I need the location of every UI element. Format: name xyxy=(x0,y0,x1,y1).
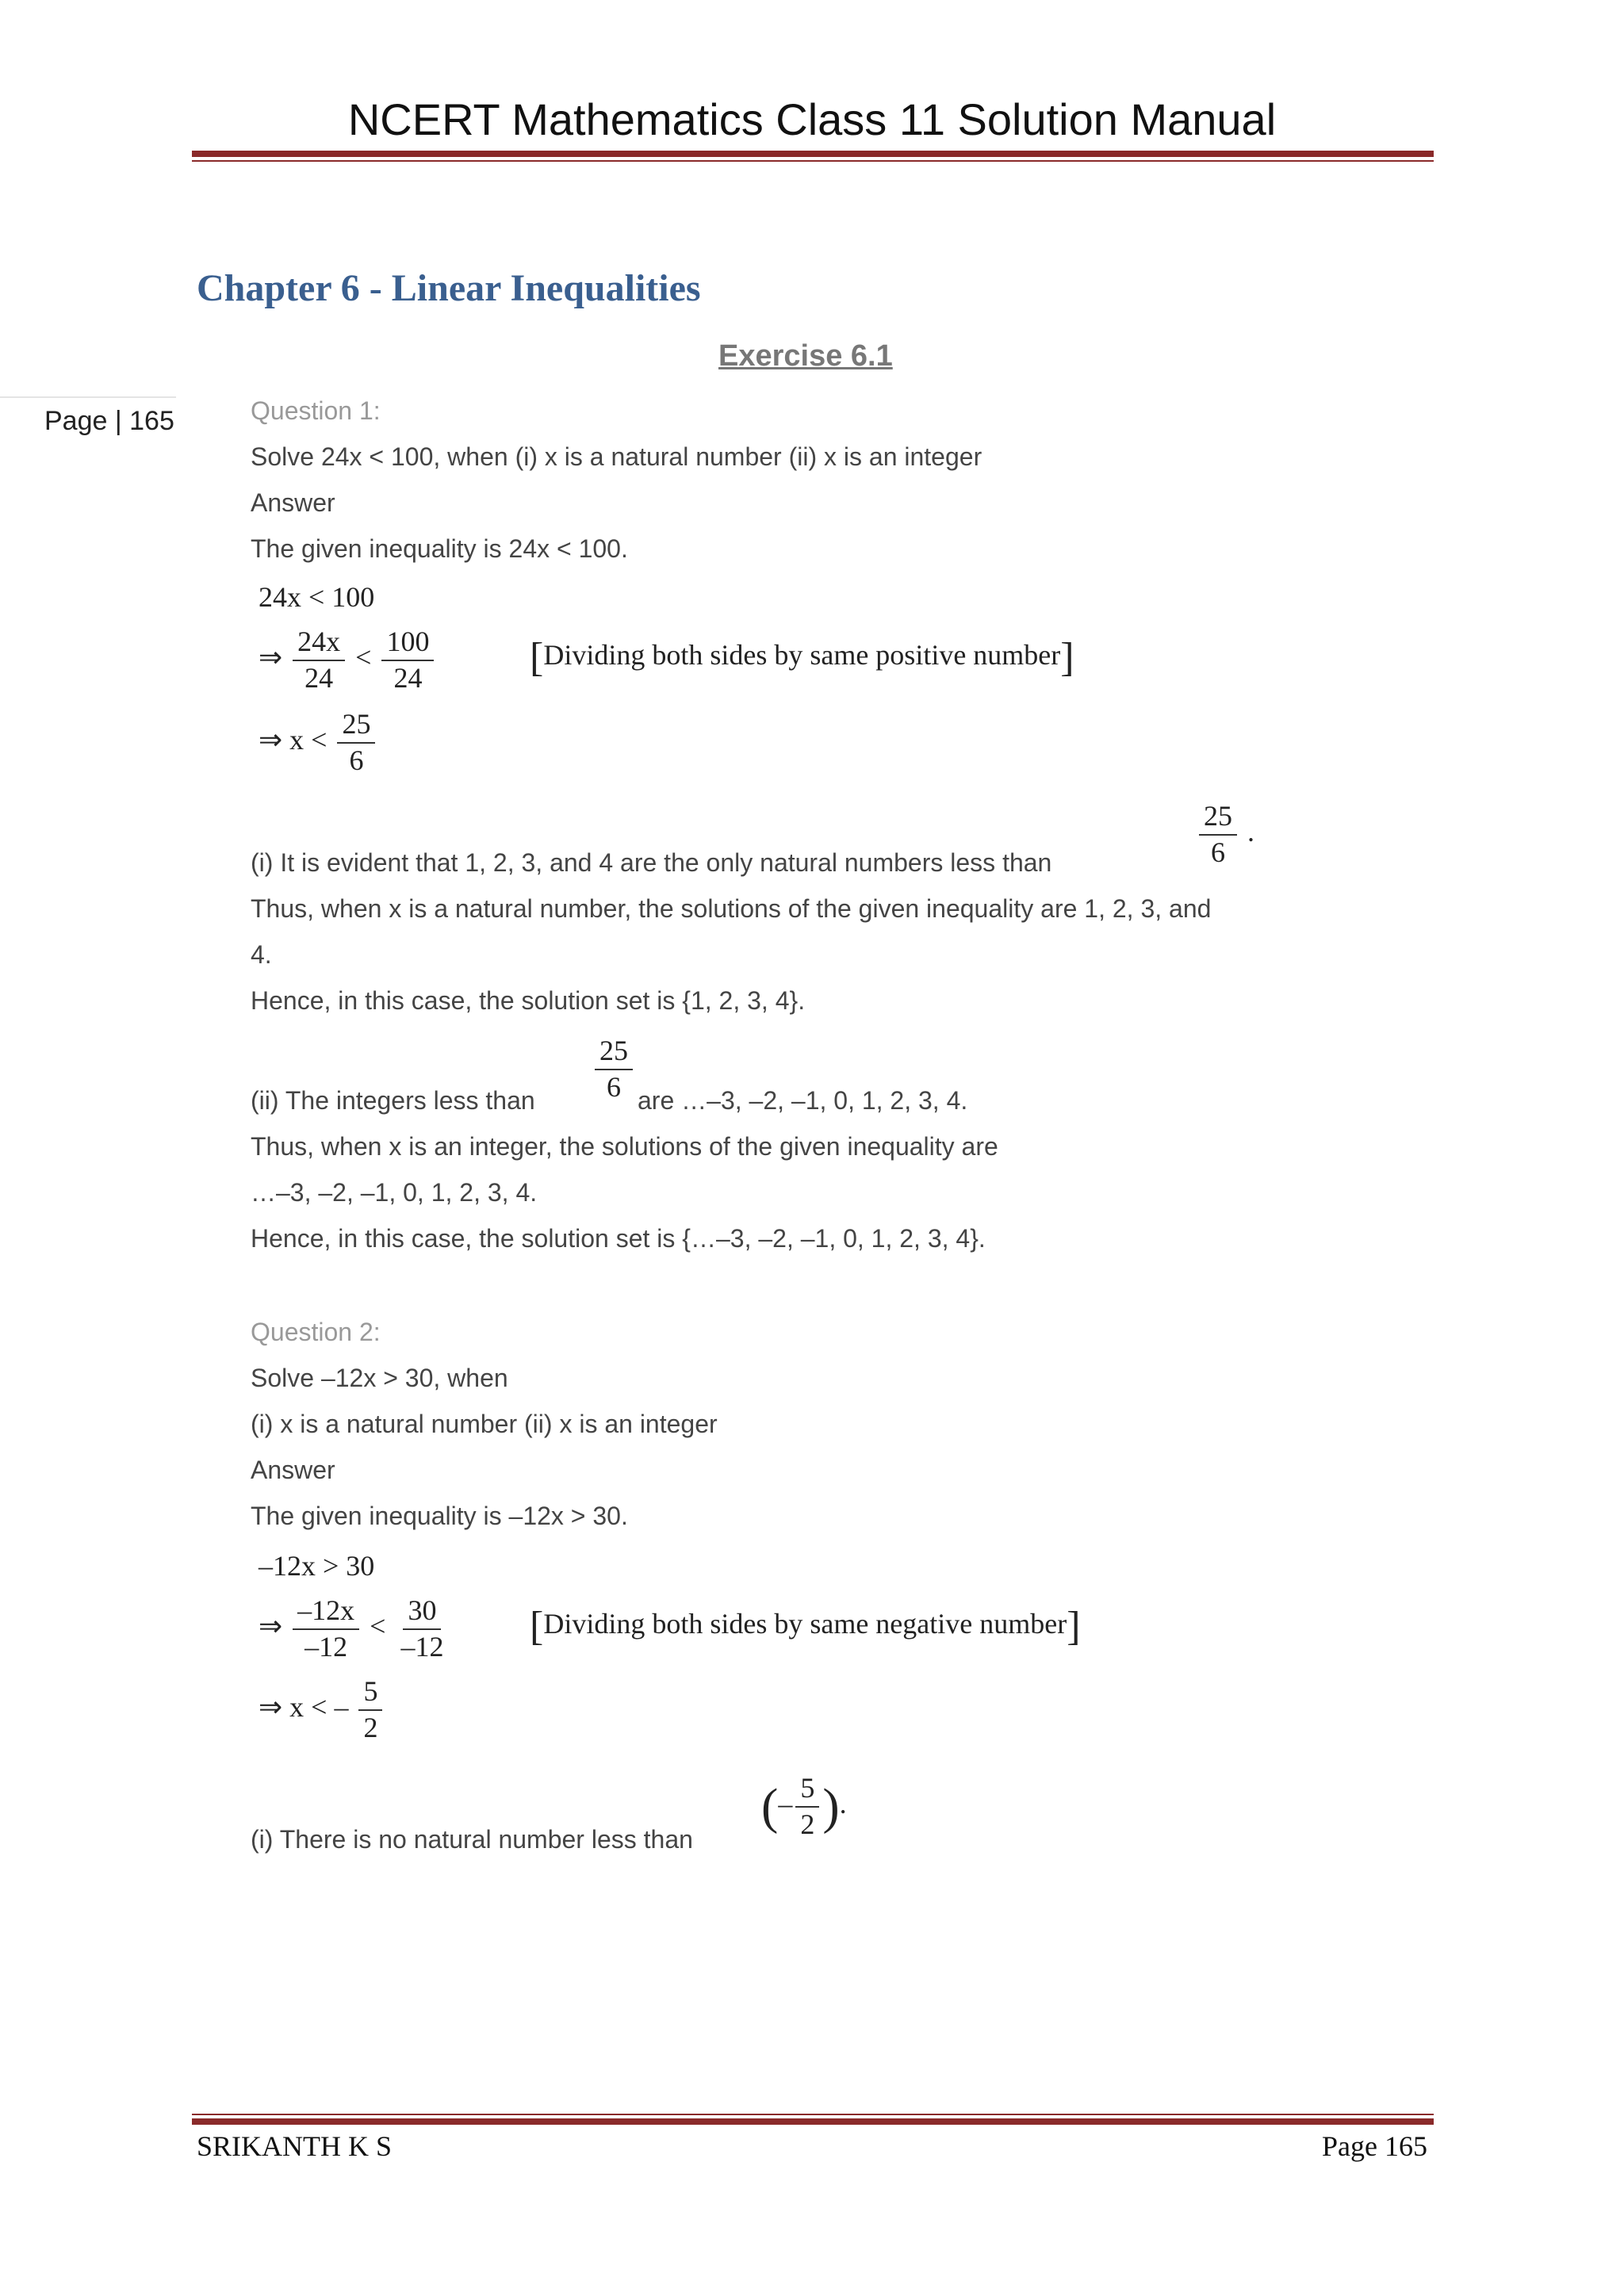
footer-page-number: Page 165 xyxy=(1322,2130,1427,2162)
q1-step1: 24x < 100 xyxy=(259,581,375,613)
q1-part-i-line3: 4. xyxy=(251,940,272,969)
q2-step2-note: [Dividing both sides by same negative number] xyxy=(530,1604,1081,1649)
q1-part-i-fraction xyxy=(1196,801,1254,868)
q1-prompt: Solve 24x < 100, when (i) x is a natural number (ii) x is an integer xyxy=(251,442,982,471)
document-header-title: NCERT Mathematics Class 11 Solution Manual xyxy=(347,94,1277,144)
fraction-denominator: 6 xyxy=(1211,836,1225,868)
q2-step3 xyxy=(259,1676,385,1743)
fraction xyxy=(595,1035,633,1103)
q2-step2 xyxy=(259,1595,451,1663)
fraction xyxy=(795,1773,819,1840)
fraction-denominator: –12 xyxy=(304,1630,348,1663)
q1-step3 xyxy=(259,709,378,776)
less-than-symbol: < xyxy=(370,1609,386,1642)
fraction-denominator: 24 xyxy=(393,661,423,694)
fraction-numerator: 5 xyxy=(795,1773,819,1808)
fraction xyxy=(337,709,375,776)
fraction-numerator: 25 xyxy=(337,709,375,744)
q1-part-i: (i) It is evident that 1, 2, 3, and 4 are the only natural numbers less than xyxy=(251,848,1052,877)
footer-rule-thin xyxy=(192,2114,1434,2115)
implies-symbol: ⇒ xyxy=(259,1609,283,1642)
fraction-numerator: –12x xyxy=(293,1595,359,1630)
q1-part-i-line4: Hence, in this case, the solution set is {1, 2, 3, 4}. xyxy=(251,986,806,1015)
fraction-denominator: 6 xyxy=(607,1070,621,1103)
header-rule xyxy=(192,151,1434,157)
fraction-numerator: 5 xyxy=(358,1676,382,1711)
fraction xyxy=(1199,801,1237,868)
q1-part-i-line2: Thus, when x is a natural number, the solutions of the given inequality are 1, 2, 3, and xyxy=(251,894,1212,923)
fraction-denominator: 6 xyxy=(349,744,364,776)
note-text: Dividing both sides by same positive number xyxy=(543,638,1061,671)
fraction xyxy=(293,1595,359,1663)
fraction-numerator: 100 xyxy=(381,626,434,661)
chapter-title: Chapter 6 - Linear Inequalities xyxy=(197,267,701,309)
fraction-numerator: 25 xyxy=(1199,801,1237,836)
implies-symbol: ⇒ xyxy=(259,641,283,673)
q1-part-ii-fraction xyxy=(592,1035,636,1103)
fraction-numerator: 24x xyxy=(293,626,345,661)
q1-part-ii-end: are …–3, –2, –1, 0, 1, 2, 3, 4. xyxy=(638,1086,968,1115)
step-prefix: ⇒ x < xyxy=(259,723,327,756)
q2-given: The given inequality is –12x > 30. xyxy=(251,1502,628,1530)
fraction-denominator: 2 xyxy=(363,1711,378,1743)
q2-heading: Question 2: xyxy=(251,1318,381,1346)
q2-part-i-fraction: (– $\frac{5}{2}$ ). xyxy=(761,1772,847,1840)
q1-part-ii-line3: …–3, –2, –1, 0, 1, 2, 3, 4. xyxy=(251,1178,538,1207)
exercise-title: Exercise 6.1 xyxy=(718,339,893,373)
margin-page-label: Page | 165 xyxy=(44,406,174,436)
margin-divider xyxy=(0,396,176,398)
q2-answer-label: Answer xyxy=(251,1456,335,1484)
q1-answer-label: Answer xyxy=(251,488,335,517)
q1-part-ii-line2: Thus, when x is an integer, the solutions of the given inequality are xyxy=(251,1132,998,1161)
fraction xyxy=(293,626,345,694)
fraction xyxy=(396,1595,448,1663)
header-rule-thin xyxy=(192,160,1434,162)
fraction-denominator: –12 xyxy=(400,1630,444,1663)
note-text: Dividing both sides by same negative number xyxy=(543,1607,1067,1640)
fraction xyxy=(358,1676,382,1743)
q2-prompt: Solve –12x > 30, when xyxy=(251,1364,508,1392)
fraction-numerator: 25 xyxy=(595,1035,633,1070)
q1-given: The given inequality is 24x < 100. xyxy=(251,534,628,563)
footer-rule xyxy=(192,2118,1434,2125)
q1-step2-note: [Dividing both sides by same positive number] xyxy=(530,635,1074,680)
q1-heading: Question 1: xyxy=(251,396,381,425)
step-prefix: ⇒ x < – xyxy=(259,1690,349,1723)
fraction-numerator: 30 xyxy=(403,1595,441,1630)
less-than-symbol: < xyxy=(355,641,372,673)
footer-author: SRIKANTH K S xyxy=(197,2130,393,2162)
fraction-denominator: 2 xyxy=(800,1808,815,1840)
period: . xyxy=(839,1787,847,1820)
q2-part-i: (i) There is no natural number less than xyxy=(251,1825,693,1854)
fraction-denominator: 24 xyxy=(304,661,334,694)
q2-step1: –12x > 30 xyxy=(259,1550,375,1582)
fraction xyxy=(381,626,434,694)
period: . xyxy=(1247,815,1254,848)
q1-part-ii: (ii) The integers less than xyxy=(251,1086,535,1115)
q1-step2 xyxy=(259,626,437,694)
q1-part-ii-line4: Hence, in this case, the solution set is {…–3, –2, –1, 0, 1, 2, 3, 4}. xyxy=(251,1224,986,1253)
q2-prompt-line2: (i) x is a natural number (ii) x is an integer xyxy=(251,1410,718,1438)
